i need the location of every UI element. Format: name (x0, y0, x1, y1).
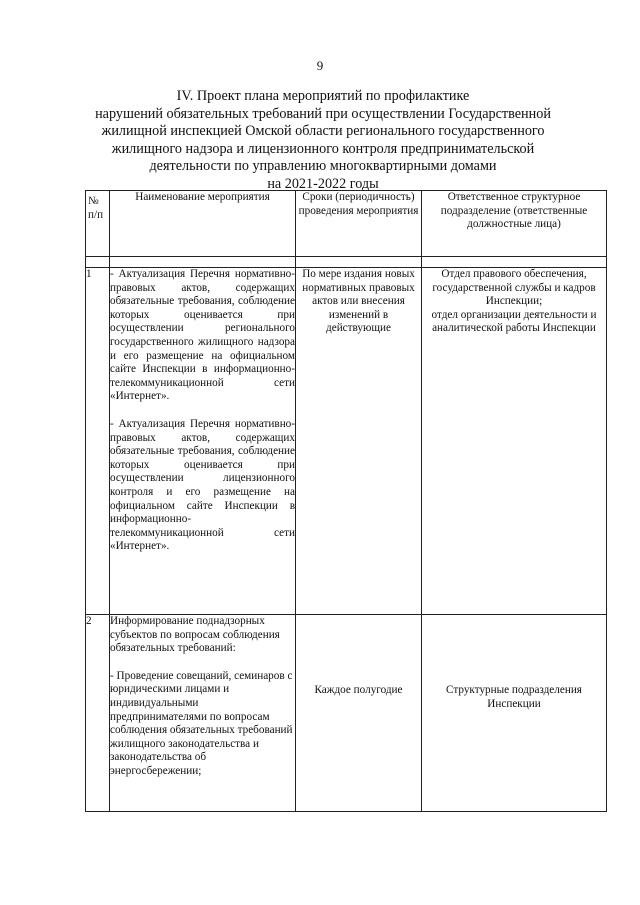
header-num: № п/п (86, 191, 110, 257)
plan-table (85, 190, 607, 812)
row-terms: По мере издания новых нормативных правовых актов или внесения изменений в действующие (296, 268, 422, 615)
header-responsible: Ответственное структурное подразделение (ответственные должностные лица) (422, 191, 607, 257)
table-header-row (86, 191, 607, 257)
heading-line: жилищной инспекцией Омской области регионального государственного (101, 123, 545, 139)
responsible-line: отдел организации деятельности и аналитической работы Инспекции (431, 308, 597, 335)
responsible-line: Отдел правового обеспечения, государственной службы и кадров Инспекции; (432, 268, 596, 308)
row-description (110, 268, 296, 615)
row-num: 1 (86, 268, 110, 615)
document-heading (88, 88, 558, 193)
row-item: - Актуализация Перечня нормативно-правовых актов, содержащих обязательные требования, соблюдение которых оценивается при осуществлении регионального государственного жилищного надзора и его размещение на официальном сайте Инспекции в информационно-телекоммуникационной сети «Интернет». (110, 268, 295, 403)
row-item: - Актуализация Перечня нормативно-правовых актов, содержащих обязательные требования, соблюдение которых оценивается при осуществлении лицензионного контроля и его размещение на официальном сайте Инспекции в информационно-телекоммуникационной сети «Интернет». (110, 417, 295, 553)
row-intro: Информирование поднадзорных субъектов по вопросам соблюдения обязательных требований: (110, 615, 280, 655)
table-row (86, 615, 607, 812)
page-number: 9 (316, 58, 324, 73)
row-responsible-text: Структурные подразделения Инспекции (446, 684, 582, 710)
row-terms-text: Каждое полугодие (314, 684, 403, 696)
table-row (86, 268, 607, 615)
row-responsible (422, 615, 607, 812)
header-terms: Сроки (периодичность) проведения мероприятия (296, 191, 422, 257)
row-terms (296, 615, 422, 812)
heading-line: нарушений обязательных требований при осуществлении Государственной (95, 105, 551, 122)
heading-line: IV. Проект плана мероприятий по профилактике (176, 88, 470, 104)
heading-line: жилищного надзора и лицензионного контроля предпринимательской (111, 140, 535, 157)
heading-line: деятельности по управлению многоквартирными домами (149, 158, 497, 174)
header-name: Наименование мероприятия (110, 191, 296, 257)
table-spacer-row (86, 257, 607, 268)
row-description (110, 615, 296, 812)
row-num: 2 (86, 615, 110, 812)
heading-line: на 2021-2022 годы (267, 175, 379, 192)
row-responsible (422, 268, 607, 615)
row-item: - Проведение совещаний, семинаров с юридическими лицами и индивидуальными предпринимателями по вопросам соблюдения обязательных требований жилищного законодательства и законодательства об энергосбережении; (110, 669, 293, 777)
